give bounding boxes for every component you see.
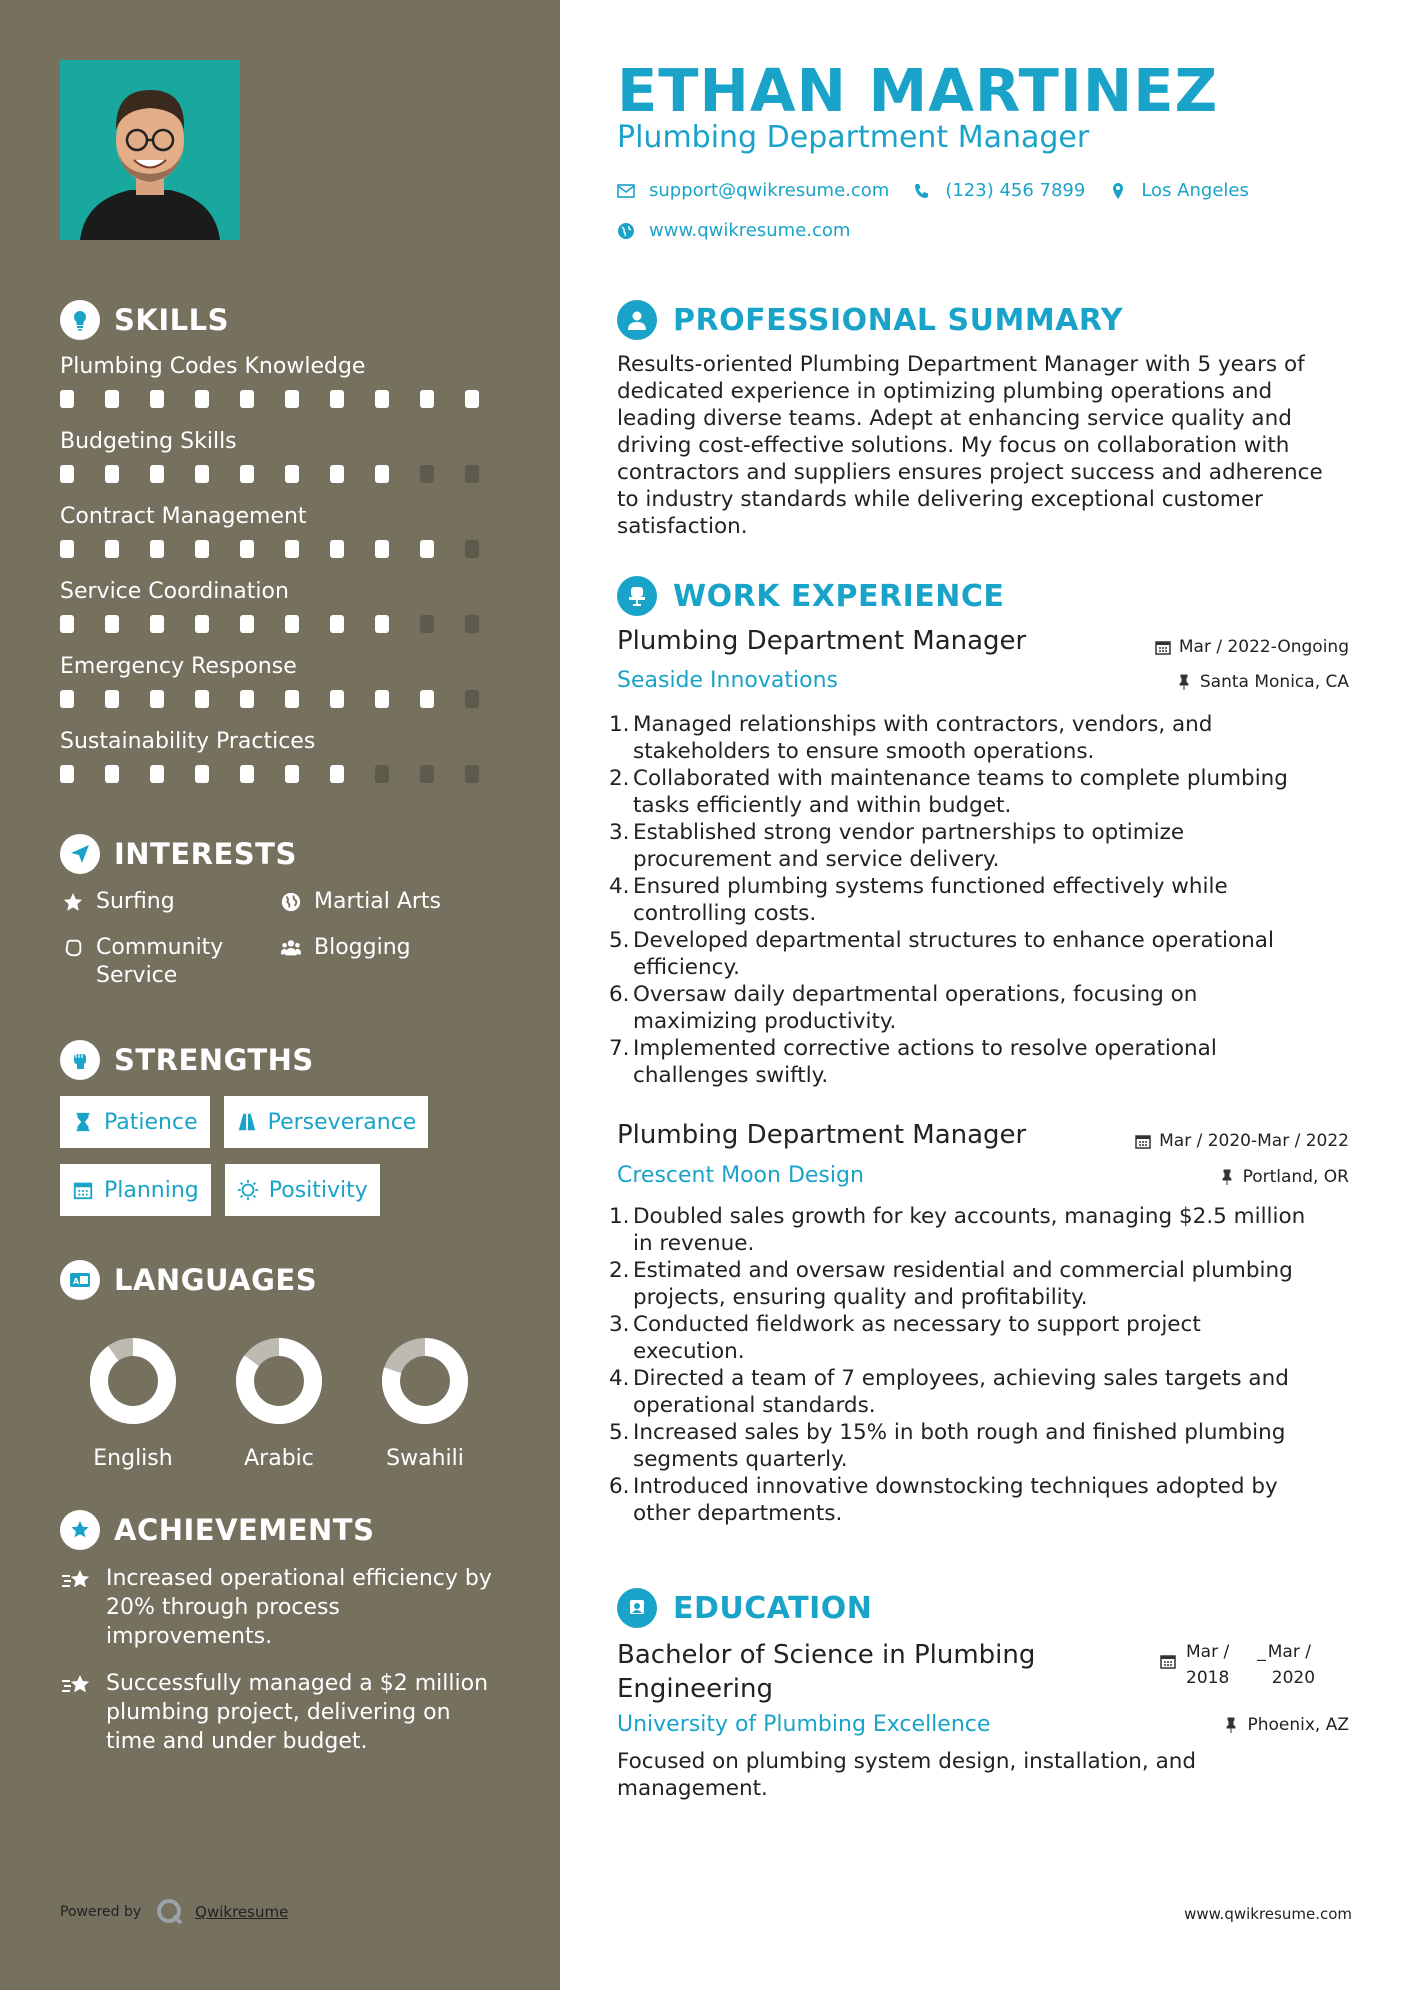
location-text: Los Angeles bbox=[1141, 180, 1249, 201]
languages-title: LANGUAGES bbox=[114, 1263, 318, 1297]
pin-icon bbox=[1219, 1169, 1235, 1185]
summary-text: Results-oriented Plumbing Department Manager with 5 years of dedicated experience in optimizing plumbing operations and leading diverse teams. Adept at enhancing service quality and driving cost-effective solutions. My focus on collaboration with contractors and suppliers ensures project success and adherence to industry standards while delivering exceptional customer satisfaction. bbox=[617, 352, 1323, 539]
language-name: English bbox=[93, 1446, 173, 1471]
interest-label: Martial Arts bbox=[314, 889, 442, 914]
shooting-star-icon bbox=[60, 1566, 94, 1596]
rating-dot bbox=[330, 465, 344, 483]
rating-dot bbox=[60, 540, 74, 558]
job-bullet-line: Estimated and oversaw residential and commercial plumbing bbox=[633, 1258, 1293, 1283]
skill-item bbox=[60, 500, 510, 575]
job-bullets bbox=[609, 1203, 1357, 1527]
job-bullet-line: execution. bbox=[633, 1339, 745, 1364]
job-bullet: 1. Managed relationships with contractors, vendors, and stakeholders to ensure smooth operations. bbox=[609, 712, 1213, 764]
job-bullet-line: Oversaw daily departmental operations, focusing on bbox=[633, 982, 1198, 1007]
contact-email[interactable] bbox=[617, 180, 889, 201]
job-bullet-text bbox=[633, 711, 1212, 765]
rating-dot bbox=[105, 690, 119, 708]
paper-plane-icon bbox=[60, 834, 100, 874]
job-bullet-line: Managed relationships with contractors, vendors, and bbox=[633, 712, 1213, 737]
job-location bbox=[1176, 672, 1349, 692]
email-text: support@qwikresume.com bbox=[649, 180, 890, 201]
summary-header bbox=[617, 300, 1123, 340]
rating-dot bbox=[330, 615, 344, 633]
interests-title: INTERESTS bbox=[114, 837, 297, 871]
interests-list bbox=[60, 888, 510, 990]
strengths-title: STRENGTHS bbox=[114, 1043, 314, 1077]
education-start-year: 2018 bbox=[1186, 1668, 1230, 1688]
rating-dot bbox=[285, 615, 299, 633]
skill-name: Service Coordination bbox=[60, 579, 289, 604]
job-bullet-line: Established strong vendor partnerships to optimize bbox=[633, 820, 1185, 845]
job-bullet-line: tasks efficiently and within budget. bbox=[633, 793, 1012, 818]
job-bullet-line: Doubled sales growth for key accounts, managing $2.5 million bbox=[633, 1204, 1306, 1229]
languages-header bbox=[60, 1258, 510, 1302]
rating-dot bbox=[60, 390, 74, 408]
lightbulb-icon bbox=[60, 300, 100, 340]
rating-dot bbox=[150, 615, 164, 633]
job-bullet-text bbox=[633, 819, 1184, 873]
calendar-icon bbox=[1135, 1133, 1151, 1149]
job-bullet-line: challenges swiftly. bbox=[633, 1063, 829, 1088]
job-bullet-line: segments quarterly. bbox=[633, 1447, 848, 1472]
ring-fill bbox=[99, 1347, 167, 1415]
languages-section bbox=[60, 1258, 510, 1471]
skills-section bbox=[60, 298, 510, 800]
rating-dot bbox=[60, 615, 74, 633]
job-bullet-line: operational standards. bbox=[633, 1393, 876, 1418]
job-title: Plumbing Department Manager bbox=[617, 1120, 1027, 1150]
job-bullet-line: Collaborated with maintenance teams to complete plumbing bbox=[633, 766, 1288, 791]
strengths-list bbox=[60, 1096, 510, 1232]
job-bullet-line: Ensured plumbing systems functioned effectively while bbox=[633, 874, 1228, 899]
skill-rating bbox=[60, 463, 510, 485]
rating-dot bbox=[105, 615, 119, 633]
skills-list bbox=[60, 350, 510, 800]
job-bullet-line: projects, ensuring quality and profitability. bbox=[633, 1285, 1088, 1310]
job-bullet-line: procurement and service delivery. bbox=[633, 847, 1000, 872]
interest-item bbox=[60, 888, 278, 916]
education-end-year: 2020 bbox=[1271, 1668, 1316, 1688]
education-dates bbox=[1160, 1639, 1315, 1691]
job-bullet-line: efficiency. bbox=[633, 955, 740, 980]
contact-phone[interactable] bbox=[913, 180, 1085, 201]
job-bullet-line: stakeholders to ensure smooth operations. bbox=[633, 739, 1095, 764]
rating-dot bbox=[105, 765, 119, 783]
interest-item bbox=[60, 934, 278, 990]
rating-dot bbox=[375, 690, 389, 708]
pin-icon bbox=[1176, 674, 1192, 690]
job-location bbox=[1219, 1167, 1349, 1187]
interest-label: Blogging bbox=[314, 935, 411, 960]
hand-icon bbox=[60, 935, 86, 961]
achievements-header bbox=[60, 1508, 510, 1552]
rating-dot bbox=[150, 540, 164, 558]
achievement-item bbox=[60, 1564, 510, 1651]
job-bullet-text bbox=[633, 1473, 1278, 1527]
graduation-icon bbox=[617, 1588, 657, 1628]
rating-dot bbox=[150, 465, 164, 483]
skill-name: Sustainability Practices bbox=[60, 729, 316, 754]
job-bullet: 5. Increased sales by 15% in both rough and finished plumbing segments quarterly. bbox=[609, 1420, 1286, 1472]
school-name: University of Plumbing Excellence bbox=[617, 1712, 991, 1737]
interest-label: Community Service bbox=[96, 935, 224, 988]
svg-text:A: A bbox=[73, 1277, 80, 1286]
skill-item bbox=[60, 575, 510, 650]
skill-item bbox=[60, 650, 510, 725]
language-level-ring bbox=[382, 1338, 468, 1424]
job-title: Plumbing Department Manager bbox=[617, 626, 1027, 656]
job-bullet-text bbox=[633, 1365, 1289, 1419]
rating-dot bbox=[195, 690, 209, 708]
skill-name: Emergency Response bbox=[60, 654, 297, 679]
star-icon bbox=[60, 889, 86, 915]
achievements-title: ACHIEVEMENTS bbox=[114, 1513, 375, 1547]
job-bullet: 2. Estimated and oversaw residential and commercial plumbing projects, ensuring quality and profitability. bbox=[609, 1258, 1293, 1310]
job-bullet-line: controlling costs. bbox=[633, 901, 817, 926]
strength-label: Positivity bbox=[268, 1177, 368, 1203]
skill-name: Contract Management bbox=[60, 504, 307, 529]
job-bullet: 4. Directed a team of 7 employees, achieving sales targets and operational standards. bbox=[609, 1366, 1289, 1418]
skill-rating bbox=[60, 613, 510, 635]
language-name: Arabic bbox=[244, 1446, 314, 1471]
rating-dot bbox=[150, 765, 164, 783]
degree-line-1: Bachelor of Science in Plumbing bbox=[617, 1640, 1036, 1670]
strengths-header bbox=[60, 1038, 510, 1082]
globe-icon bbox=[278, 889, 304, 915]
rating-dot bbox=[285, 465, 299, 483]
job-bullet: 6. Oversaw daily departmental operations, focusing on maximizing productivity. bbox=[609, 982, 1198, 1034]
strength-tag bbox=[60, 1096, 210, 1148]
rating-dot bbox=[285, 390, 299, 408]
contact-location bbox=[1109, 180, 1249, 201]
degree-title bbox=[617, 1638, 1035, 1706]
candidate-role: Plumbing Department Manager bbox=[617, 120, 1090, 155]
globe-icon bbox=[617, 222, 635, 240]
job-bullet-text bbox=[633, 1311, 1201, 1365]
website-text: www.qwikresume.com bbox=[649, 220, 851, 241]
powered-by bbox=[60, 1897, 288, 1927]
job-bullet: 1. Doubled sales growth for key accounts, managing $2.5 million in revenue. bbox=[609, 1204, 1306, 1256]
language-level-ring bbox=[236, 1338, 322, 1424]
rating-dot bbox=[240, 765, 254, 783]
summary-title: PROFESSIONAL SUMMARY bbox=[673, 302, 1124, 338]
interests-section bbox=[60, 832, 510, 990]
job-bullet: 2. Collaborated with maintenance teams to complete plumbing tasks efficiently and within budget. bbox=[609, 766, 1288, 818]
rating-dot bbox=[465, 540, 479, 558]
sidebar bbox=[0, 0, 560, 1990]
rating-dot bbox=[420, 765, 434, 783]
skill-item bbox=[60, 350, 510, 425]
language-item bbox=[206, 1338, 352, 1471]
job-bullet-line: Developed departmental structures to enhance operational bbox=[633, 928, 1274, 953]
contact-website[interactable] bbox=[617, 220, 850, 241]
rating-dot bbox=[375, 540, 389, 558]
rating-dot bbox=[150, 690, 164, 708]
user-icon bbox=[617, 300, 657, 340]
job-bullet-line: Introduced innovative downstocking techniques adopted by bbox=[633, 1474, 1278, 1499]
sun-icon bbox=[237, 1179, 259, 1201]
interest-item bbox=[278, 934, 498, 990]
interest-item bbox=[278, 888, 498, 916]
skills-header bbox=[60, 298, 510, 342]
rating-dot bbox=[240, 390, 254, 408]
strength-tag bbox=[224, 1096, 429, 1148]
strength-tag bbox=[225, 1164, 380, 1216]
rating-dot bbox=[465, 465, 479, 483]
rating-dot bbox=[285, 540, 299, 558]
achievement-item bbox=[60, 1669, 510, 1756]
experience-title: WORK EXPERIENCE bbox=[673, 578, 1005, 614]
rating-dot bbox=[60, 765, 74, 783]
strength-tag bbox=[60, 1164, 211, 1216]
map-pin-icon bbox=[1109, 182, 1127, 200]
qwikresume-link[interactable]: Qwikresume bbox=[195, 1903, 289, 1921]
job-bullet-line: Directed a team of 7 employees, achieving sales targets and bbox=[633, 1366, 1289, 1391]
users-icon bbox=[278, 935, 304, 961]
rating-dot bbox=[465, 615, 479, 633]
job-bullet: 3. Conducted fieldwork as necessary to support project execution. bbox=[609, 1312, 1201, 1364]
job-bullets bbox=[609, 711, 1357, 1089]
skills-title: SKILLS bbox=[114, 303, 229, 337]
rating-dot bbox=[285, 765, 299, 783]
language-icon bbox=[60, 1260, 100, 1300]
skill-name: Plumbing Codes Knowledge bbox=[60, 354, 366, 379]
rating-dot bbox=[375, 615, 389, 633]
experience-header bbox=[617, 576, 1004, 616]
road-icon bbox=[236, 1111, 258, 1133]
qwikresume-logo-icon bbox=[155, 1897, 185, 1927]
hourglass-icon bbox=[72, 1111, 94, 1133]
job-bullet-text bbox=[633, 927, 1274, 981]
strength-label: Perseverance bbox=[267, 1109, 417, 1135]
rating-dot bbox=[240, 615, 254, 633]
rating-dot bbox=[420, 615, 434, 633]
achievement-text: Successfully managed a $2 million plumbing project, delivering on time and under budget. bbox=[106, 1671, 489, 1754]
rating-dot bbox=[330, 690, 344, 708]
job-dates-text: Mar / 2020-Mar / 2022 bbox=[1159, 1131, 1349, 1151]
job-bullet-line: Implemented corrective actions to resolve operational bbox=[633, 1036, 1217, 1061]
rating-dot bbox=[375, 390, 389, 408]
footer-website[interactable]: www.qwikresume.com bbox=[1184, 1905, 1352, 1923]
phone-text: (123) 456 7899 bbox=[945, 180, 1086, 201]
phone-icon bbox=[913, 182, 931, 200]
rating-dot bbox=[285, 690, 299, 708]
job-bullet-text bbox=[633, 1419, 1285, 1473]
skill-rating bbox=[60, 388, 510, 410]
trophy-star-icon bbox=[60, 1510, 100, 1550]
job-bullet-text bbox=[633, 1257, 1293, 1311]
strengths-section bbox=[60, 1038, 510, 1232]
rating-dot bbox=[195, 540, 209, 558]
shooting-star-icon bbox=[60, 1671, 94, 1701]
education-title: EDUCATION bbox=[673, 1590, 873, 1626]
job-location-text: Santa Monica, CA bbox=[1199, 672, 1349, 692]
interest-label: Surfing bbox=[96, 889, 175, 914]
rating-dot bbox=[105, 465, 119, 483]
calendar-icon bbox=[72, 1179, 94, 1201]
skill-item bbox=[60, 425, 510, 500]
job-company: Crescent Moon Design bbox=[617, 1163, 864, 1188]
job-dates bbox=[1155, 637, 1349, 657]
job-bullet: 6. Introduced innovative downstocking techniques adopted by other departments. bbox=[609, 1474, 1278, 1526]
pin-icon bbox=[1223, 1717, 1239, 1733]
rating-dot bbox=[195, 615, 209, 633]
rating-dot bbox=[420, 390, 434, 408]
language-level-ring bbox=[90, 1338, 176, 1424]
job-bullet: 5. Developed departmental structures to enhance operational efficiency. bbox=[609, 928, 1274, 980]
job-bullet-line: other departments. bbox=[633, 1501, 843, 1526]
skill-name: Budgeting Skills bbox=[60, 429, 237, 454]
achievements-list bbox=[60, 1564, 510, 1756]
rating-dot bbox=[330, 390, 344, 408]
job-bullet-line: in revenue. bbox=[633, 1231, 755, 1256]
rating-dot bbox=[150, 390, 164, 408]
candidate-name: ETHAN MARTINEZ bbox=[617, 56, 1219, 125]
rating-dot bbox=[420, 690, 434, 708]
job-company: Seaside Innovations bbox=[617, 668, 838, 693]
job-bullet-text bbox=[633, 1035, 1217, 1089]
envelope-icon bbox=[617, 182, 635, 200]
rating-dot bbox=[195, 390, 209, 408]
job-bullet: 3. Established strong vendor partnerships to optimize procurement and service delivery. bbox=[609, 820, 1185, 872]
rating-dot bbox=[195, 765, 209, 783]
rating-dot bbox=[420, 465, 434, 483]
interests-header bbox=[60, 832, 510, 876]
rating-dot bbox=[375, 765, 389, 783]
powered-by-label: Powered by bbox=[60, 1904, 142, 1920]
strength-label: Planning bbox=[104, 1177, 199, 1203]
job-location-text: Portland, OR bbox=[1242, 1167, 1349, 1187]
education-separator: _ bbox=[1257, 1642, 1266, 1662]
rating-dot bbox=[105, 540, 119, 558]
skill-rating bbox=[60, 763, 510, 785]
achievements-section bbox=[60, 1508, 510, 1756]
contact-row bbox=[617, 180, 1273, 201]
skill-item bbox=[60, 725, 510, 800]
skill-rating bbox=[60, 688, 510, 710]
achievement-text: Increased operational efficiency by 20% through process improvements. bbox=[106, 1566, 492, 1649]
calendar-icon bbox=[1160, 1653, 1176, 1669]
rating-dot bbox=[105, 390, 119, 408]
strength-label: Patience bbox=[104, 1109, 198, 1135]
job-bullet-text bbox=[633, 765, 1288, 819]
rating-dot bbox=[60, 690, 74, 708]
language-item bbox=[352, 1338, 498, 1471]
education-start bbox=[1186, 1639, 1229, 1691]
job-bullet-line: Conducted fieldwork as necessary to support project bbox=[633, 1312, 1201, 1337]
job-bullet-text bbox=[633, 873, 1228, 927]
job-bullet-line: Increased sales by 15% in both rough and finished plumbing bbox=[633, 1420, 1286, 1445]
rating-dot bbox=[465, 390, 479, 408]
degree-line-2: Engineering bbox=[617, 1674, 773, 1704]
job-bullet: 7. Implemented corrective actions to resolve operational challenges swiftly. bbox=[609, 1036, 1217, 1088]
rating-dot bbox=[60, 465, 74, 483]
rating-dot bbox=[240, 540, 254, 558]
language-item bbox=[60, 1338, 206, 1471]
rating-dot bbox=[330, 540, 344, 558]
education-location bbox=[1223, 1715, 1349, 1735]
rating-dot bbox=[330, 765, 344, 783]
job-bullet-text bbox=[633, 1203, 1305, 1257]
job-bullet: 4. Ensured plumbing systems functioned effectively while controlling costs. bbox=[609, 874, 1228, 926]
education-header bbox=[617, 1588, 872, 1628]
job-dates-text: Mar / 2022-Ongoing bbox=[1178, 637, 1349, 657]
job-dates bbox=[1135, 1131, 1349, 1151]
rating-dot bbox=[465, 690, 479, 708]
languages-list bbox=[60, 1338, 510, 1471]
fist-icon bbox=[60, 1040, 100, 1080]
rating-dot bbox=[465, 765, 479, 783]
rating-dot bbox=[420, 540, 434, 558]
education-start-month: Mar / bbox=[1186, 1642, 1230, 1662]
briefcase-chair-icon bbox=[617, 576, 657, 616]
contact-row-2 bbox=[617, 220, 874, 241]
job-bullet-line: maximizing productivity. bbox=[633, 1009, 897, 1034]
language-name: Swahili bbox=[386, 1446, 464, 1471]
education-location-text: Phoenix, AZ bbox=[1247, 1715, 1349, 1735]
job-bullet-text bbox=[633, 981, 1197, 1035]
education-end bbox=[1268, 1639, 1315, 1691]
rating-dot bbox=[195, 465, 209, 483]
education-end-month: Mar / bbox=[1267, 1642, 1311, 1662]
education-description: Focused on plumbing system design, installation, and management. bbox=[617, 1749, 1197, 1801]
rating-dot bbox=[375, 465, 389, 483]
rating-dot bbox=[240, 690, 254, 708]
rating-dot bbox=[240, 465, 254, 483]
calendar-icon bbox=[1155, 639, 1171, 655]
profile-photo bbox=[60, 60, 240, 240]
skill-rating bbox=[60, 538, 510, 560]
